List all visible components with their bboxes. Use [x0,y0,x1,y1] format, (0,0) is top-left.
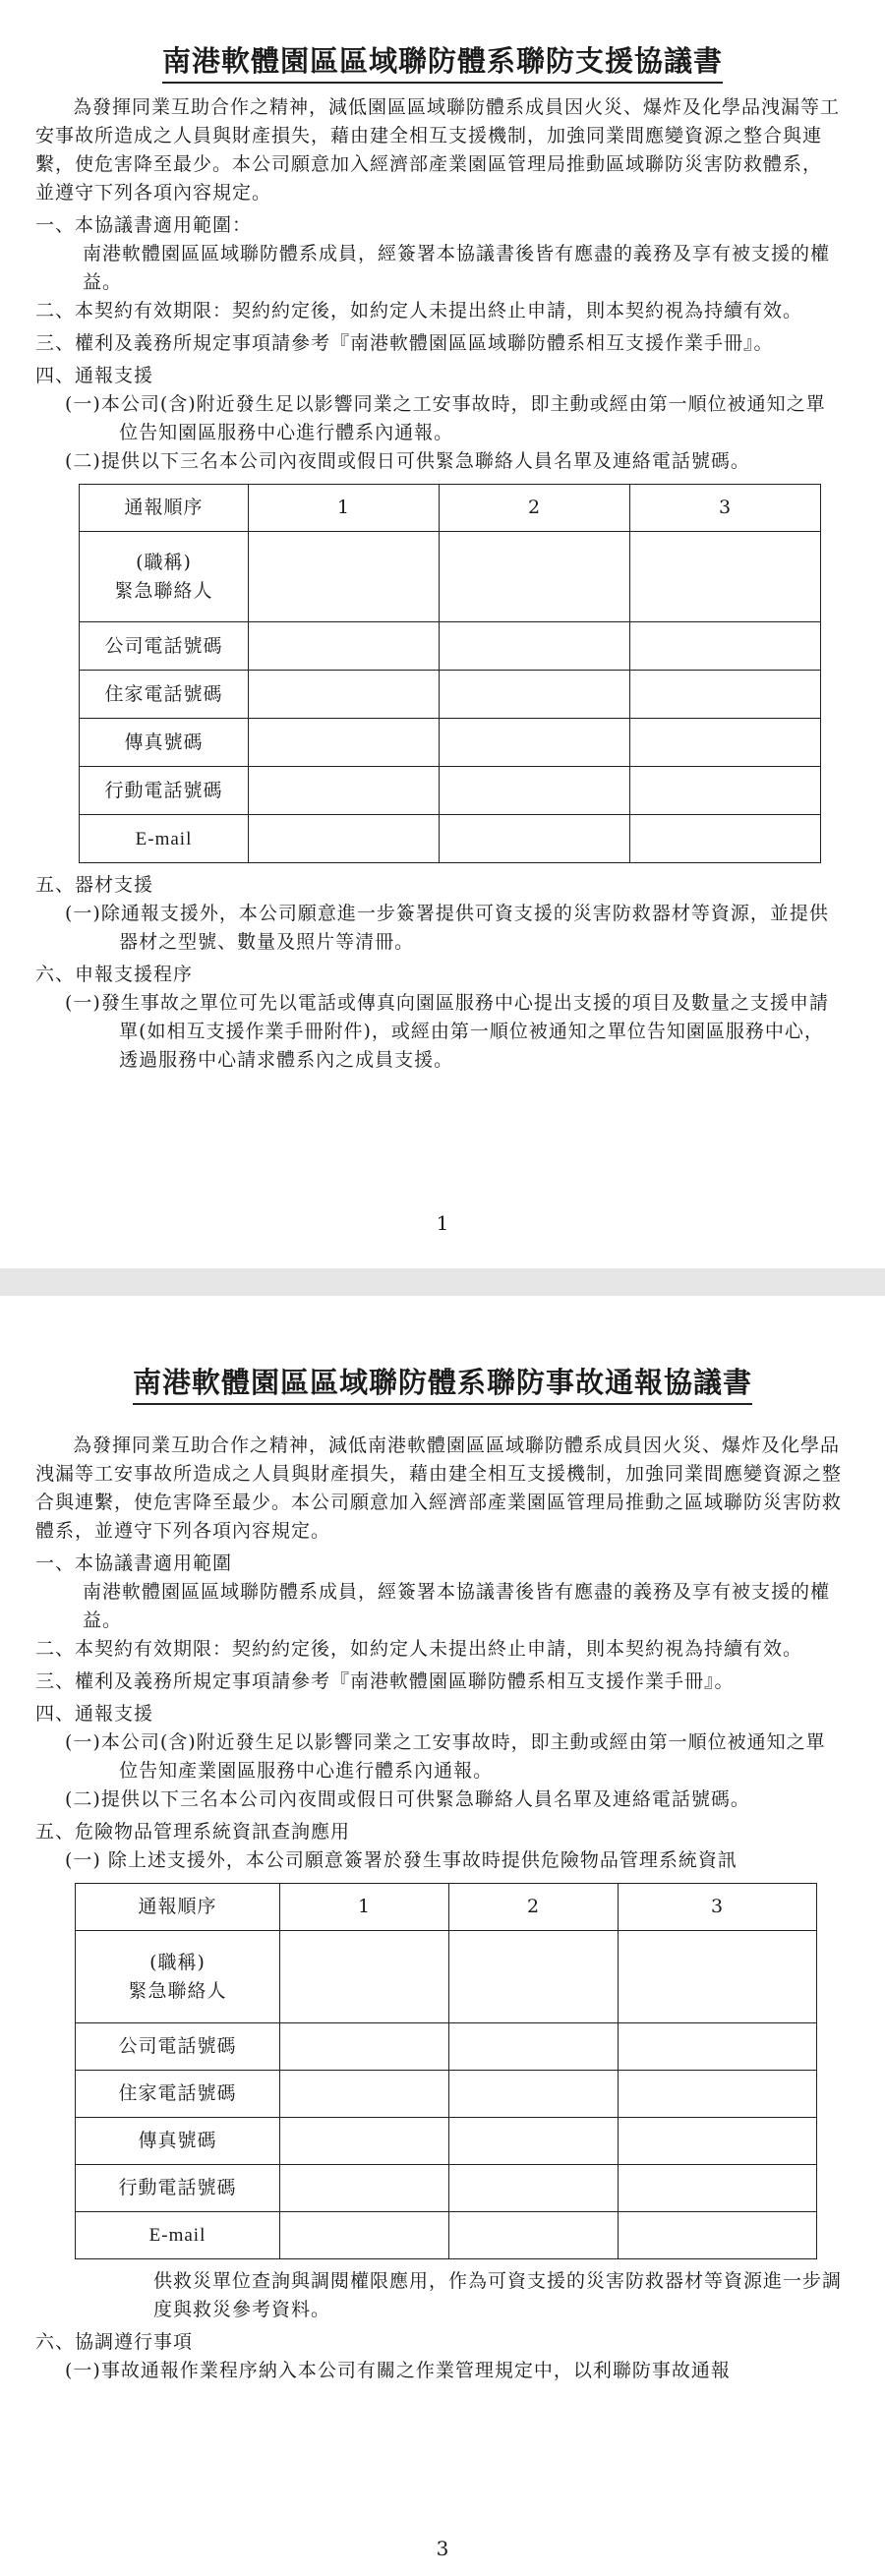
table-header-row [76,1884,817,1931]
table-header-cell: 1 [249,485,440,532]
table-cell[interactable] [619,1931,817,2023]
table-row [76,2023,817,2071]
table-header-cell: 1 [280,1884,449,1931]
row-label: (職稱) 緊急聯絡人 [80,532,249,622]
section-4-item-2: (二)提供以下三名本公司內夜間或假日可供緊急聯絡人員名單及連絡電話號碼。 [65,1788,750,1810]
table-cell[interactable] [440,532,630,622]
section-4-heading: 四、通報支援 [35,1703,154,1725]
section-3: 三、權利及義務所規定事項請參考『南港軟體園區區域聯防體系相互支援作業手冊』。 [35,332,774,354]
section-5-item-1: (一)除通報支援外，本公司願意進一步簽署提供可資支援的災害防救器材等資源，並提供器材之型號、數量及照片等清冊。 [65,903,829,953]
section-4-item-1: (一)本公司(含)附近發生足以影響同業之工安事故時，即主動或經由第一順位被通知之單位告知園區服務中心進行體系內通報。 [65,393,826,443]
table-header-cell: 通報順序 [80,485,249,532]
section-6-item-1: (一)事故通報作業程序納入本公司有關之作業管理規定中，以利聯防事故通報 [65,2360,731,2381]
table-header-row [80,485,821,532]
section-4-heading: 四、通報支援 [35,365,154,386]
table-cell[interactable] [619,2023,817,2071]
table-cell[interactable] [449,2118,619,2165]
document-title: 南港軟體園區區域聯防體系聯防支援協議書 [0,39,885,80]
table-row [76,2165,817,2212]
table-cell[interactable] [440,815,630,863]
table-cell[interactable] [280,2212,449,2259]
table-cell[interactable] [249,815,440,863]
table-cell[interactable] [630,622,821,671]
section-5-heading: 五、危險物品管理系統資訊查詢應用 [35,1821,351,1843]
section-3: 三、權利及義務所規定事項請參考『南港軟體園區聯防體系相互支援作業手冊』。 [35,1670,735,1692]
table-cell[interactable] [280,2118,449,2165]
document-title: 南港軟體園區區域聯防體系聯防事故通報協議書 [0,1361,885,1401]
section-2: 二、本契約有效期限：契約約定後，如約定人未提出終止申請，則本契約視為持續有效。 [35,300,803,322]
intro-paragraph: 為發揮同業互助合作之精神，減低南港軟體園區區域聯防體系成員因火災、爆炸及化學品洩漏等工安事故所造成之人員與財產損失，藉由建全相互支援機制，加強同業間應變資源之整合與連繫，使危害降至最少。本公司願意加入經濟部產業園區管理局推動之區域聯防災害防救體系，並遵守下列各項內容規定。 [35,1434,843,1542]
row-label: 公司電話號碼 [80,622,249,671]
table-cell[interactable] [449,2212,619,2259]
table-row [80,622,821,671]
table-cell[interactable] [619,2165,817,2212]
table-row [80,532,821,622]
section-2: 二、本契約有效期限：契約約定後，如約定人未提出終止申請，則本契約視為持續有效。 [35,1638,803,1660]
page-number: 1 [436,1211,449,1235]
row-label: (職稱) 緊急聯絡人 [76,1931,280,2023]
table-cell[interactable] [449,2023,619,2071]
row-label: 行動電話號碼 [76,2165,280,2212]
row-label: 傳真號碼 [80,719,249,767]
table-row [76,2212,817,2259]
table-cell[interactable] [449,1931,619,2023]
row-label: 傳真號碼 [76,2118,280,2165]
table-cell[interactable] [440,767,630,815]
row-label: 行動電話號碼 [80,767,249,815]
table-header-cell: 2 [440,485,630,532]
page-1 [0,0,885,1268]
row-label: 住家電話號碼 [80,671,249,719]
document-body [35,93,840,1075]
table-cell[interactable] [630,532,821,622]
table-cell[interactable] [280,2023,449,2071]
table-header-cell: 2 [449,1884,619,1931]
table-row [76,2118,817,2165]
section-6-item-1: (一)發生事故之單位可先以電話或傳真向園區服務中心提出支援的項目及數量之支援申請單(如相互支援作業手冊附件)，或經由第一順位被通知之單位告知園區服務中心，透過服務中心請求體系內之成員支援。 [65,992,829,1071]
table-row [76,1931,817,2023]
page-number: 3 [436,2537,449,2560]
row-label: E-mail [80,815,249,863]
table-row [80,815,821,863]
table-cell[interactable] [630,767,821,815]
table-cell[interactable] [619,2118,817,2165]
section-1-body: 南港軟體園區區域聯防體系成員，經簽署本協議書後皆有應盡的義務及享有被支援的權益。 [83,243,831,293]
table-header-cell: 3 [619,1884,817,1931]
table-cell[interactable] [249,532,440,622]
table-cell[interactable] [440,622,630,671]
table-cell[interactable] [280,2071,449,2118]
table-cell[interactable] [619,2071,817,2118]
table-header-cell: 3 [630,485,821,532]
document-body [35,1432,842,2385]
section-1-heading: 一、本協議書適用範圍 [35,1552,233,1574]
table-cell[interactable] [619,2212,817,2259]
table-cell[interactable] [280,1931,449,2023]
emergency-contact-table [79,484,821,863]
row-label: 住家電話號碼 [76,2071,280,2118]
table-cell[interactable] [249,622,440,671]
section-6-heading: 六、協調遵行事項 [35,2331,194,2353]
table-cell[interactable] [630,719,821,767]
table-cell[interactable] [249,719,440,767]
emergency-contact-table [75,1883,817,2259]
table-row [80,767,821,815]
section-4-item-2: (二)提供以下三名本公司內夜間或假日可供緊急聯絡人員名單及連絡電話號碼。 [65,450,750,472]
table-row [76,2071,817,2118]
table-cell[interactable] [249,671,440,719]
table-cell[interactable] [280,2165,449,2212]
intro-paragraph: 為發揮同業互助合作之精神，減低園區區域聯防體系成員因火災、爆炸及化學品洩漏等工安事故所造成之人員與財產損失，藉由建全相互支援機制，加強同業間應變資源之整合與連繫，使危害降至最少。本公司願意加入經濟部產業園區管理局推動區域聯防災害防救體系，並遵守下列各項內容規定。 [35,96,841,204]
table-cell[interactable] [449,2071,619,2118]
table-cell[interactable] [249,767,440,815]
section-5-heading: 五、器材支援 [35,874,154,896]
row-label: E-mail [76,2212,280,2259]
page-2 [0,1296,885,2576]
table-cell[interactable] [440,671,630,719]
section-5-item-1-continued: 供救災單位查詢與調閱權限應用，作為可資支援的災害防救器材等資源進一步調度與救災參考資料。 [153,2270,843,2320]
table-cell[interactable] [449,2165,619,2212]
section-1-body: 南港軟體園區區域聯防體系成員，經簽署本協議書後皆有應盡的義務及享有被支援的權益。 [83,1581,831,1631]
table-row [80,719,821,767]
section-4-item-1: (一)本公司(含)附近發生足以影響同業之工安事故時，即主動或經由第一順位被通知之單位告知產業園區服務中心進行體系內通報。 [65,1731,826,1782]
section-5-item-1: (一) 除上述支援外，本公司願意簽署於發生事故時提供危險物品管理系統資訊 [65,1849,738,1871]
section-6-heading: 六、申報支援程序 [35,964,194,985]
table-cell[interactable] [440,719,630,767]
section-1-heading: 一、本協議書適用範圍： [35,214,253,236]
row-label: 公司電話號碼 [76,2023,280,2071]
page-separator [0,1268,885,1296]
table-header-cell: 通報順序 [76,1884,280,1931]
table-cell[interactable] [630,671,821,719]
table-row [80,671,821,719]
table-cell[interactable] [630,815,821,863]
